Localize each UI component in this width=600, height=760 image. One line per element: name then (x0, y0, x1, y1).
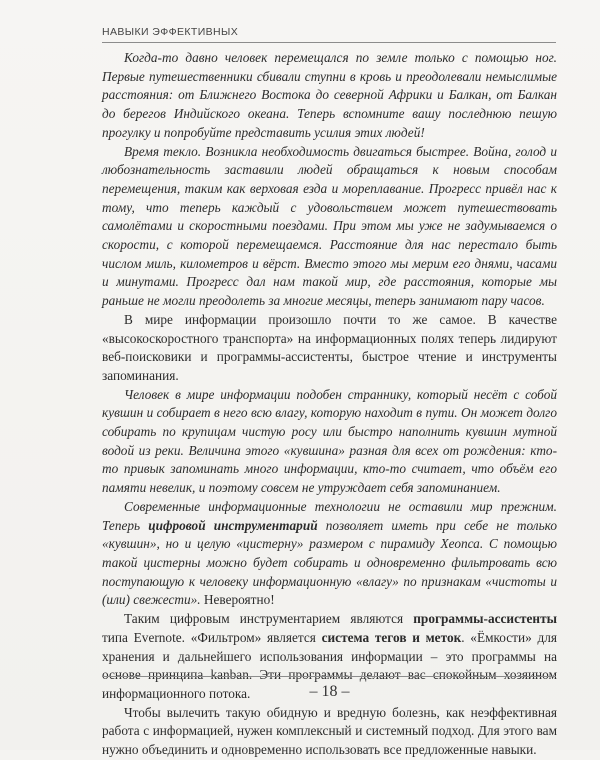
paragraph-5-text-a: Современные информационные технологии не оставили мир прежним. Теперь (102, 498, 557, 533)
paragraph-1: Когда-то давно человек перемещался по земле только с помощью ног. Первые путешественники сбивали ступни в кровь и преодолевали немыслимые расстояния: от Ближнего Востока до северной Африки и Балкан, от Балкан до берегов Индийского океана. Теперь вспомните вашу последнюю пешую прогулку и попробуйте представить усилия этих людей! (102, 50, 557, 140)
paragraph-6-text-a: Таким цифровым инструментарием являются (124, 611, 414, 627)
page-number: – 18 – (309, 683, 350, 700)
footer-rule (102, 676, 556, 677)
paragraph-2: Время текло. Возникла необходимость двигаться быстрее. Война, голод и любознательность заставили людей обращаться к новым способам перемещения, таким как верховая езда и мореплавание. Прогресс привёл нас к тому, что теперь каждый с удовольствием может путешествовать самолётами и скоростными поездами. При этом мы уже не задумываемся о скорости, с которой перемещаемся. Расстояние для нас перестало быть числом миль, километров и вёрст. Вместо этого мы мерим его днями, часами и минутами. Прогресс дал нам такой мир, где расстояния, которые мы раньше не могли преодолеть за многие месяцы, теперь занимают пару часов. (102, 143, 557, 309)
running-head: НАВЫКИ ЭФФЕКТИВНЫХ (102, 26, 239, 38)
paragraph-3: В мире информации произошло почти то же самое. В качестве «высокоскоростного транспорта» на информационных полях теперь лидируют веб-поисковики и программы-ассистенты, быстрое чтение и инструменты запоминания. (102, 311, 557, 383)
header-rule (102, 42, 556, 43)
paragraph-5-exclamation: Невероятно! (203, 592, 275, 608)
assistant-programs-term: программы-ассистенты (413, 611, 557, 627)
paragraph-6-text-b: типа Evernote. «Фильтром» является (102, 629, 322, 645)
digital-toolkit-term: цифровой инструментарий (148, 517, 318, 533)
body-text (102, 49, 557, 760)
paragraph-7: Чтобы вылечить такую обидную и вредную болезнь, как неэффективная работа с информацией, нужен комплексный и системный подход. Для этого вам нужно объединить и одновременно использовать все предложенные навыки. (102, 704, 557, 758)
paragraph-4: Человек в мире информации подобен страннику, который несёт с собой кувшин и собирает в него всю влагу, которую находит в пути. Он может долго собирать по крупицам чистую росу или быстро наполнить кувшин мутной водой из реки. Величина этого «кувшина» разная для всех от рождения: кто-то привык запоминать много информации, кто-то считает, что объём его памяти невелик, и поэтому совсем не утруждает себя запоминанием. (102, 386, 557, 496)
paragraph-5 (102, 498, 557, 610)
paragraph-6-text-c: . «Ёмкости» для хранения и дальнейшего использования информации – это программы на основе принципа kanban. Эти программы делают вас спокойным хозяином информационного потока. (102, 629, 557, 701)
paragraph-5-text-b: позволяет иметь при себе не только «кувшин», но и целую «цистерну» размером с пирамиду Хеопса. С помощью такой цистерны можно будет собирать и одновременно фильтровать всю поступающую к человеку информационную «влагу» по признакам «чистоты и (или) свежести». (102, 517, 557, 608)
tags-system-term: система тегов и меток (321, 629, 462, 645)
